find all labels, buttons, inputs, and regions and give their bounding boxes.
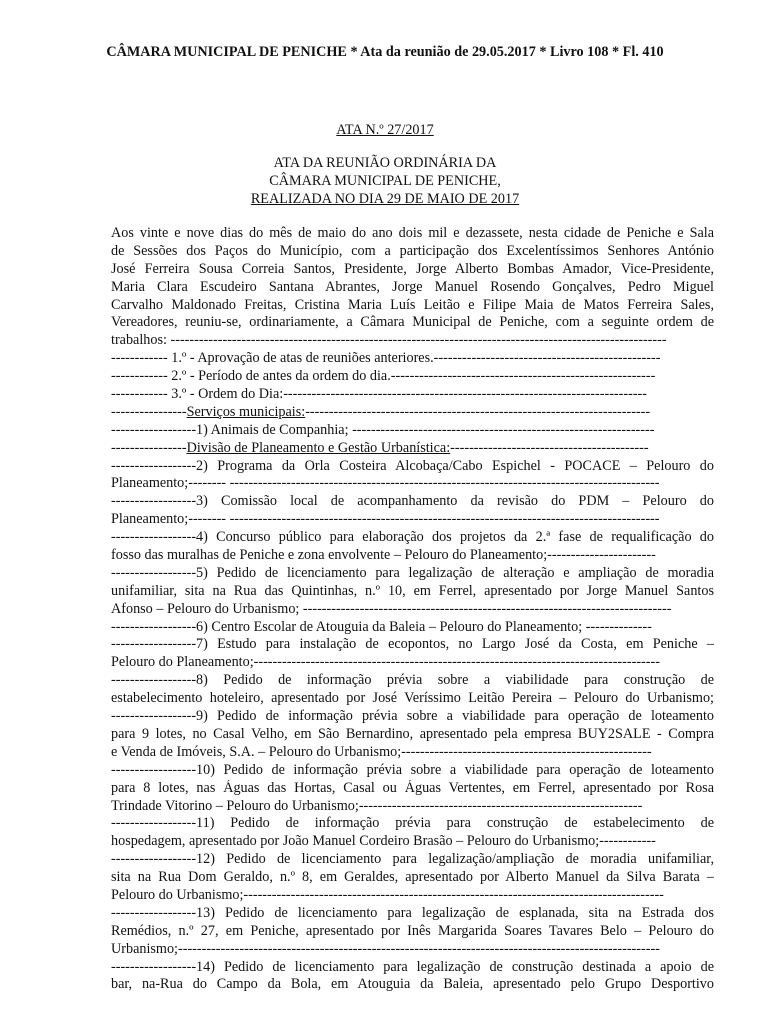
body-line: estabelecimento hoteleiro, apresentado por José Veríssimo Leitão Pereira – Pelouro do Urbanismo; [111, 690, 714, 707]
body-line: Pelouro do Urbanismo;----------------------------------------------------------------------------------------- [111, 886, 664, 903]
ata-number: ATA N.º 27/2017 [336, 122, 434, 138]
body-line: para 9 lotes, no Casal Velho, em São Bernardino, apresentado pela empresa BUY2SALE - Compra [111, 725, 714, 742]
agenda-item: ------------------10) Pedido de informação prévia sobre a viabilidade para operação de loteamento [111, 761, 714, 778]
body-line: Maria Clara Escudeiro Santana Abrantes, Jorge Manuel Rosendo Gonçalves, Pedro Miguel [111, 278, 714, 295]
body-line: Remédios, n.º 27, em Peniche, apresentado por Inês Margarida Soares Tavares Belo – Pelouro do [111, 922, 714, 939]
agenda-item: ------------------7) Estudo para instalação de ecopontos, no Largo José da Costa, em Peniche – [111, 636, 714, 653]
minutes-body [111, 225, 714, 994]
agenda-item: ------------ 3.º - Ordem do Dia:----------------------------------------------------------------------------- [111, 386, 647, 403]
body-line: trabalhos: --------------------------------------------------------------------------------------------------------- [111, 332, 667, 349]
body-line: Aos vinte e nove dias do mês de maio do ano dois mil e dezassete, nesta cidade de Peniche e Sala [111, 225, 714, 241]
body-line: Vereadores, reuniu-se, ordinariamente, a Câmara Municipal de Peniche, com a seguinte ordem de [111, 314, 714, 331]
agenda-item: ------------------3) Comissão local de acompanhamento da revisão do PDM – Pelouro do [111, 493, 714, 510]
agenda-item: ------------------6) Centro Escolar de Atouguia da Baleia – Pelouro do Planeamento; -------------- [111, 618, 652, 635]
agenda-item: ------------------12) Pedido de licenciamento para legalização/ampliação de moradia unifamiliar, [111, 851, 714, 868]
section-heading-text: Divisão de Planeamento e Gestão Urbanística: [186, 439, 451, 456]
agenda-item: ------------------9) Pedido de informação prévia sobre a viabilidade para operação de loteamento [111, 708, 714, 725]
body-line: Urbanismo;------------------------------------------------------------------------------------------------------ [111, 940, 660, 957]
body-line: fosso das muralhas de Peniche e zona envolvente – Pelouro do Planeamento;----------------------- [111, 547, 656, 564]
agenda-item: ------------ 1.º - Aprovação de atas de reuniões anteriores.------------------------------------------------ [111, 350, 661, 367]
section-heading-planeamento: ----------------Divisão de Planeamento e Gestão Urbanística:------------------------------------------ [111, 439, 649, 456]
page-header: CÂMARA MUNICIPAL DE PENICHE * Ata da reunião de 29.05.2017 * Livro 108 * Fl. 410 [106, 44, 664, 60]
agenda-item: ------------------13) Pedido de licenciamento para legalização de esplanada, sita na Estrada dos [111, 904, 714, 921]
body-line: Carvalho Maldonado Freitas, Cristina Maria Luís Leitão e Filipe Maia de Matos Ferreira Sales, [111, 296, 714, 313]
agenda-item: ------------------11) Pedido de informação prévia para construção de estabelecimento de [111, 815, 714, 832]
section-heading-text: Serviços municipais: [186, 403, 306, 420]
agenda-item: ------------------4) Concurso público para elaboração dos projetos da 2.ª fase de requalificação do [111, 529, 714, 546]
ata-title-line-3: REALIZADA NO DIA 29 DE MAIO DE 2017 [250, 191, 520, 207]
agenda-item: ------------------1) Animais de Companhia; ---------------------------------------------------------------- [111, 421, 655, 438]
body-line: José Ferreira Sousa Correia Santos, Presidente, Jorge Alberto Bombas Amador, Vice-Presidente, [111, 260, 714, 277]
section-heading-servicos: ----------------Serviços municipais:------------------------------------------------------------------------- [111, 403, 651, 420]
agenda-item: ------------------5) Pedido de licenciamento para legalização de alteração e ampliação de moradia [111, 564, 714, 581]
body-line: hospedagem, apresentado por João Manuel Cordeiro Brasão – Pelouro do Urbanismo;------------ [111, 833, 656, 850]
body-line: Pelouro do Planeamento;-------------------------------------------------------------------------------------- [111, 654, 660, 671]
ata-title-line-2: CÂMARA MUNICIPAL DE PENICHE, [269, 173, 501, 189]
ata-title-line-1: ATA DA REUNIÃO ORDINÁRIA DA [273, 155, 497, 171]
body-line: Planeamento;-------- ------------------------------------------------------------------------------------------- [111, 475, 660, 492]
body-line: Afonso – Pelouro do Urbanismo; ------------------------------------------------------------------------------ [111, 600, 672, 617]
agenda-item: ------------------2) Programa da Orla Costeira Alcobaça/Cabo Espichel - POCACE – Pelouro do [111, 457, 714, 474]
agenda-item: ------------------8) Pedido de informação prévia sobre a viabilidade para construção de [111, 672, 714, 689]
body-line: de Sessões dos Paços do Município, com a participação dos Excelentíssimos Senhores António [111, 242, 714, 259]
agenda-item: ------------------14) Pedido de licenciamento para legalização de construção destinada a apoio de [111, 958, 714, 975]
body-line: sita na Rua Dom Geraldo, n.º 8, em Geraldes, apresentado por Alberto Manuel da Silva Barata – [111, 869, 714, 886]
body-line: Trindade Vitorino – Pelouro do Urbanismo;------------------------------------------------------------ [111, 797, 643, 814]
body-line: bar, na-Rua do Campo da Bola, em Atouguia da Baleia, apresentado pelo Grupo Desportivo [111, 976, 714, 993]
body-line: Planeamento;-------- ------------------------------------------------------------------------------------------- [111, 511, 660, 528]
body-line: e Venda de Imóveis, S.A. – Pelouro do Urbanismo;----------------------------------------------------- [111, 743, 652, 760]
agenda-item: ------------ 2.º - Período de antes da ordem do dia.-------------------------------------------------------- [111, 368, 656, 385]
body-line: para 8 lotes, nas Águas das Hortas, Casal ou Águas Vertentes, em Ferrel, apresentado por Rosa [111, 779, 714, 796]
body-line: unifamiliar, sita na Rua das Quintinhas, n.º 10, em Ferrel, apresentado por Jorge Manuel Santos [111, 582, 714, 599]
